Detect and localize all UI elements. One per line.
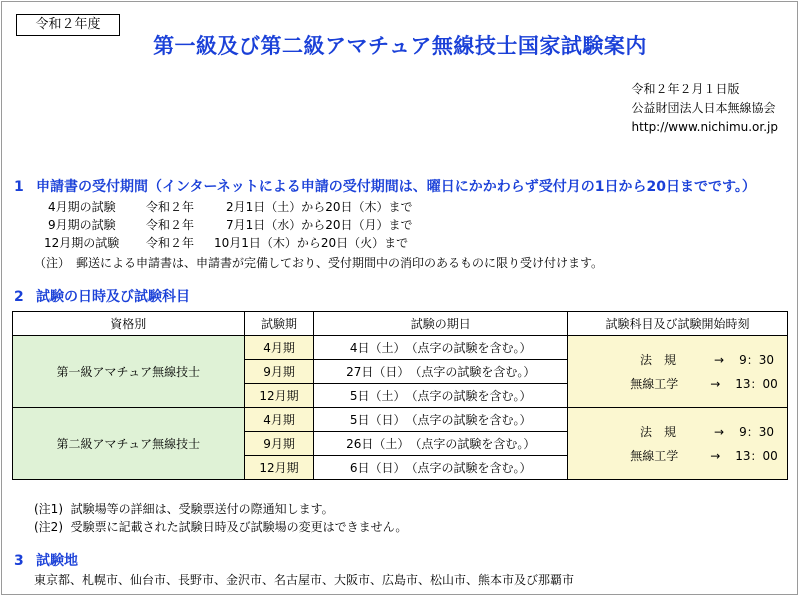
subject-time: 13：00 bbox=[735, 448, 778, 463]
column-header: 資格別 bbox=[13, 312, 245, 336]
arrow-icon: → bbox=[710, 448, 721, 463]
page-title: 第一級及び第二級アマチュア無線技士国家試験案内 bbox=[153, 34, 647, 58]
column-header: 試験期 bbox=[244, 312, 314, 336]
year-label: 令和２年度 bbox=[16, 14, 120, 36]
section3-heading bbox=[14, 550, 78, 570]
period-term: 12月期の試験 bbox=[44, 236, 120, 250]
subject-name: 法 規 bbox=[640, 424, 677, 439]
subject-name: 法 規 bbox=[640, 352, 677, 367]
section2-note: (注2) 受験票に記載された試験日時及び試験場の変更はできません。 bbox=[34, 520, 408, 534]
period-row bbox=[48, 216, 413, 233]
arrow-icon: → bbox=[710, 376, 721, 391]
issuer-block bbox=[632, 80, 778, 137]
period-year: 令和２年 bbox=[146, 236, 195, 250]
section1-title: 申請書の受付期間（インターネットによる申請の受付期間は、曜日にかかわらず受付月の1日から20日までです。） bbox=[36, 179, 756, 195]
arrow-icon: → bbox=[714, 424, 725, 439]
date-cell: 4日（土） （点字の試験を含む。） bbox=[314, 336, 568, 360]
subject-name: 無線工学 bbox=[630, 376, 679, 391]
period-range: 2月1日（土）から20日（木）まで bbox=[214, 200, 413, 214]
period-year: 令和２年 bbox=[146, 200, 195, 214]
table-header-row bbox=[13, 312, 788, 336]
section1-number: 1 bbox=[14, 179, 24, 195]
table-row bbox=[13, 408, 788, 432]
period-range: 10月1日（木）から20日（火）まで bbox=[214, 236, 409, 250]
section1-note: （注） 郵送による申請書は、申請書が完備しており、受付期間中の消印のあるものに限り受け付けます。 bbox=[34, 256, 604, 270]
qualification-cell: 第一級アマチュア無線技士 bbox=[13, 336, 245, 408]
subjects-cell bbox=[568, 336, 788, 408]
column-header: 試験の期日 bbox=[314, 312, 568, 336]
column-header: 試験科目及び試験開始時刻 bbox=[568, 312, 788, 336]
section1-heading bbox=[14, 176, 756, 196]
period-year: 令和２年 bbox=[146, 218, 195, 232]
subject-time: 13：00 bbox=[735, 376, 778, 391]
exam-cities: 東京都、札幌市、仙台市、長野市、金沢市、名古屋市、大阪市、広島市、松山市、熊本市及び那覇市 bbox=[34, 573, 575, 587]
section2-title: 試験の日時及び試験科目 bbox=[36, 289, 190, 305]
issue-date: 令和２年２月１日版 bbox=[631, 82, 740, 96]
term-cell: 4月期 bbox=[244, 336, 314, 360]
exam-schedule-table bbox=[12, 311, 788, 480]
section2-note: (注1) 試験場等の詳細は、受験票送付の際通知します。 bbox=[34, 502, 334, 516]
period-term: 9月期の試験 bbox=[48, 218, 116, 232]
section3-title: 試験地 bbox=[36, 553, 78, 569]
subject-time: 9：30 bbox=[739, 352, 774, 367]
subject-line bbox=[568, 444, 787, 468]
date-cell: 5日（土） （点字の試験を含む。） bbox=[314, 384, 568, 408]
organization-url[interactable]: http://www.nichimu.or.jp bbox=[631, 120, 778, 134]
subject-line bbox=[568, 372, 787, 396]
period-range: 7月1日（水）から20日（月）まで bbox=[214, 218, 413, 232]
subjects-cell bbox=[568, 408, 788, 480]
qualification-cell: 第二級アマチュア無線技士 bbox=[13, 408, 245, 480]
subject-line bbox=[568, 420, 787, 444]
date-cell: 26日（土） （点字の試験を含む。） bbox=[314, 432, 568, 456]
date-cell: 27日（日） （点字の試験を含む。） bbox=[314, 360, 568, 384]
term-cell: 9月期 bbox=[244, 432, 314, 456]
date-cell: 5日（日） （点字の試験を含む。） bbox=[314, 408, 568, 432]
term-cell: 12月期 bbox=[244, 456, 314, 480]
subject-name: 無線工学 bbox=[630, 448, 679, 463]
term-cell: 12月期 bbox=[244, 384, 314, 408]
period-row bbox=[48, 198, 413, 215]
section2-heading bbox=[14, 286, 190, 306]
subject-line bbox=[568, 348, 787, 372]
table-row bbox=[13, 336, 788, 360]
date-cell: 6日（日） （点字の試験を含む。） bbox=[314, 456, 568, 480]
organization-name: 公益財団法人日本無線協会 bbox=[631, 101, 776, 115]
arrow-icon: → bbox=[714, 352, 725, 367]
subject-time: 9：30 bbox=[739, 424, 774, 439]
term-cell: 4月期 bbox=[244, 408, 314, 432]
term-cell: 9月期 bbox=[244, 360, 314, 384]
period-row bbox=[44, 234, 408, 251]
section2-number: 2 bbox=[14, 289, 24, 305]
period-term: 4月期の試験 bbox=[48, 200, 116, 214]
section3-number: 3 bbox=[14, 553, 24, 569]
